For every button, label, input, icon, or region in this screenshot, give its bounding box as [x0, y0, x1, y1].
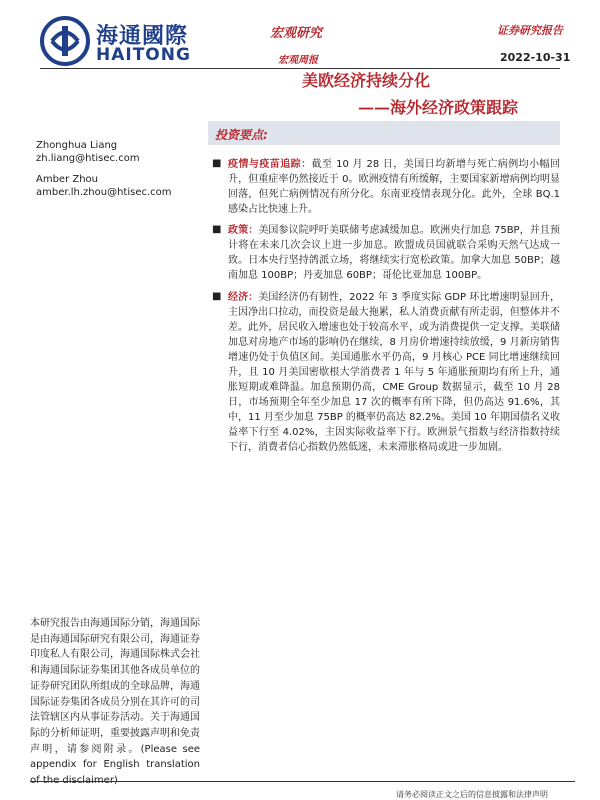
logo-chinese-text: 海通國際: [96, 24, 189, 49]
report-category: 宏观研究: [270, 26, 323, 41]
report-subtitle: ——海外经济政策跟踪: [358, 98, 519, 117]
author-name: Amber Zhou: [36, 174, 99, 185]
key-point-paragraph: [228, 157, 560, 217]
key-point-paragraph: [228, 290, 560, 455]
key-point-text: 截至 10 月 28 日，美国日均新增与死亡病例均小幅回升，但重症率仍然接近于 0。欧洲疫情有所缓解，主要国家新增病例均明显回落，但死亡病例情况有所分化。东南亚疫情表现分化。此外，全球 BQ.1 感染占比快速上升。: [228, 159, 561, 215]
report-subcategory: 宏观周报: [278, 55, 318, 66]
report-type: 证券研究报告: [497, 24, 563, 37]
key-point-lead: 疫情与疫苗追踪：: [228, 159, 312, 170]
key-point-text: 美国参议院呼吁美联储考虑减缓加息。欧洲央行加息 75BP，并且预计将在未来几次会议上进一步加息。欧盟成员国就联合采购天然气达成一致。日本央行坚持鸽派立场，将继续实行宽松政策。加拿大加息 50BP；越南加息 100BP；丹麦加息 60BP；哥伦比亚加息 100BP。: [228, 225, 560, 281]
author-name: Zhonghua Liang: [36, 140, 118, 151]
report-title: 美欧经济持续分化: [302, 71, 431, 90]
footer-divider: [30, 781, 575, 782]
report-date: 2022-10-31: [500, 51, 571, 64]
haitong-logo-icon: [40, 16, 90, 66]
bullet-icon: ■: [212, 158, 222, 169]
key-point-text: 美国经济仍有韧性，2022 年 3 季度实际 GDP 环比增速明显回升，主因净出口拉动，而投资是最大拖累，私人消费贡献有所走弱，但整体并不差。此外，居民收入增速也处于较高水平，或为消费提供一定支撑。美联储加息对房地产市场的影响仍在继续，8 月房价增速持续放缓，9 月新房销售增速仍处于负值区间。美国通胀水平仍高，9 月核心 PCE 同比增速继续回升，且 10 月美国密歇根大学消费者 1 年与 5 年通胀预期均有所上升，通胀短期或难降温。加息预期仍高，CME Group 数据显示，截至 10 月 28 日，市场预期全年至少加息 17 次的概率有所下降，但仍高达 91.6%，其中，11 月至少加息 75BP 的概率仍高达 82.2%。美国 10 年期国债名义收益率下行至 4.02%，主因实际收益率下行。欧洲景气指数与经济指数持续下行，消费者信心指数仍然低迷，未来滞胀格局或进一步加剧。: [228, 292, 560, 453]
key-point-lead: 政策：: [228, 225, 259, 236]
logo-english-text: HAITONG: [96, 45, 191, 65]
bullet-icon: ■: [212, 291, 222, 302]
disclaimer-text: 本研究报告由海通国际分销，海通国际是由海通国际研究有限公司，海通证券印度私人有限公司，海通国际株式会社和海通国际证券集团其他各成员单位的证券研究团队所组成的全球品牌，海通国际证券集团各成员分别在其许可的司法管辖区内从事证券活动。关于海通国际的分析师证明，重要披露声明和免责声明，请参阅附录。(Please see appendix for English translation: [30, 618, 200, 771]
bullet-icon: ■: [212, 224, 222, 235]
header-divider: [40, 68, 560, 69]
key-point-paragraph: [228, 223, 560, 283]
key-points-label: 投资要点:: [215, 128, 268, 142]
footer-note: 请务必阅读正文之后的信息披露和法律声明: [396, 790, 548, 799]
key-point-lead: 经济：: [228, 292, 259, 303]
author-email[interactable]: amber.lh.zhou@htisec.com: [36, 187, 172, 198]
author-email[interactable]: zh.liang@htisec.com: [36, 153, 140, 164]
